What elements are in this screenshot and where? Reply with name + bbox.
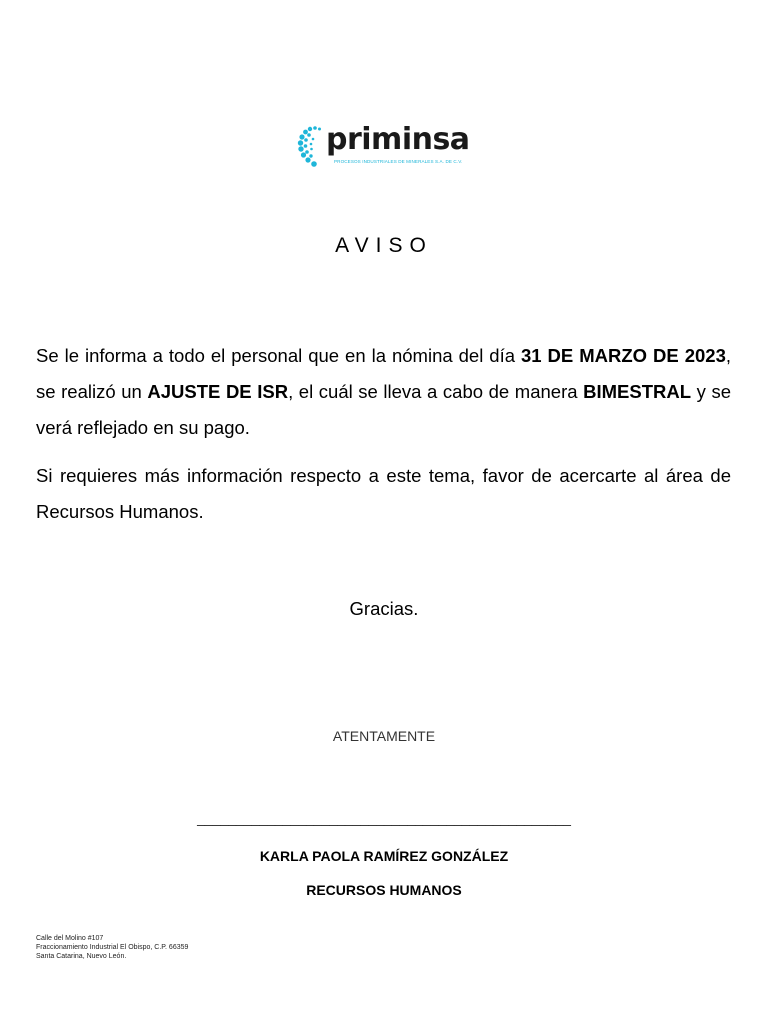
- page-title: AVISO: [335, 234, 433, 257]
- signer-name: KARLA PAOLA RAMÍREZ GONZÁLEZ: [259, 848, 509, 864]
- closing-text: Gracias.: [349, 598, 419, 619]
- signer-department: RECURSOS HUMANOS: [306, 882, 462, 898]
- notice-text: y se verá reflejado en su pago.: [36, 381, 731, 438]
- notice-date: 31 DE MARZO DE 2023: [521, 345, 726, 366]
- logo-tagline: PROCESOS INDUSTRIALES DE MINERALES S.A. DE C.V.: [334, 159, 463, 164]
- notice-frequency: BIMESTRAL: [583, 381, 692, 402]
- notice-adjustment: AJUSTE DE ISR: [147, 381, 289, 402]
- address-line: Santa Catarina, Nuevo León.: [36, 953, 127, 960]
- address-line: Calle del Molino #107: [36, 935, 104, 942]
- address-line: Fraccionamiento Industrial El Obispo, C.P. 66359: [36, 944, 189, 951]
- notice-text: , el cuál se lleva a cabo de manera: [288, 381, 584, 402]
- regards-text: ATENTAMENTE: [332, 728, 436, 744]
- company-logo: [296, 122, 476, 174]
- info-paragraph: Si requieres más información respecto a este tema, favor de acercarte al área de Recursos Humanos.: [36, 465, 731, 522]
- company-address: [36, 934, 188, 961]
- notice-text: Se le informa a todo el personal que en la nómina del día: [36, 345, 521, 366]
- notice-text: , se realizó un: [36, 345, 731, 402]
- notice-paragraph: [36, 338, 731, 446]
- logo-wordmark: priminsa: [326, 122, 470, 157]
- signature-line: ________________________________________________: [197, 810, 571, 826]
